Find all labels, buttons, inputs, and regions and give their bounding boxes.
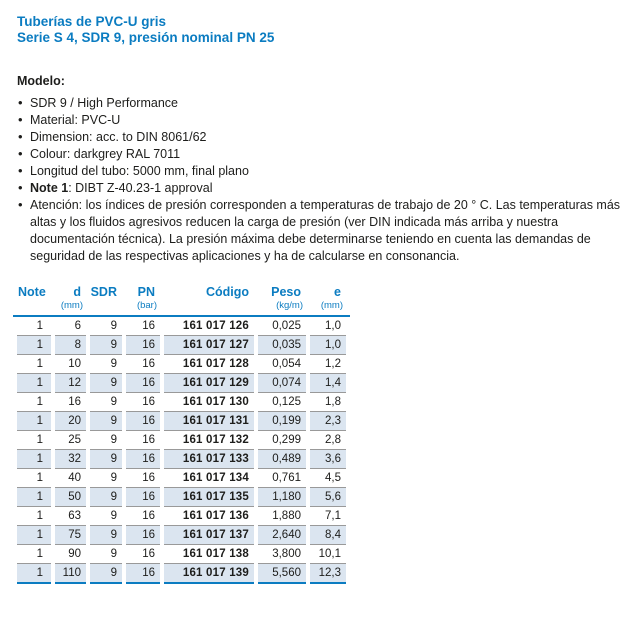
table-cell: 1	[36, 320, 43, 332]
table-cell: 16	[126, 392, 160, 411]
table-cell: 161 017 137	[164, 525, 254, 544]
table-cell: 0,054	[258, 354, 306, 373]
column-unit: (kg/m)	[276, 300, 303, 311]
table-row	[17, 449, 346, 468]
table-cell: 12	[55, 373, 86, 392]
table-cell: 1	[17, 487, 51, 506]
table-cell: 9	[90, 449, 122, 468]
table-cell: 161 017 139	[164, 563, 254, 584]
column-header: Código	[205, 285, 249, 299]
column-unit	[90, 300, 122, 315]
table-row	[17, 392, 346, 411]
column-unit: (mm)	[60, 300, 83, 311]
table-cell: 0,074	[258, 373, 306, 392]
table-cell: 50	[55, 487, 86, 506]
table-cell: 1,2	[310, 354, 346, 373]
table-cell: 16	[126, 468, 160, 487]
table-cell: 161 017 135	[164, 487, 254, 506]
column-unit: (mm)	[320, 300, 343, 311]
table-cell: 1	[17, 544, 51, 563]
table-cell: 1,180	[258, 487, 306, 506]
column-header: Note	[18, 285, 46, 299]
pipe-spec-table	[13, 285, 630, 584]
column-unit	[164, 300, 254, 315]
table-cell: 161 017 138	[164, 544, 254, 563]
table-cell: 9	[90, 468, 122, 487]
table-cell: 16	[126, 525, 160, 544]
table-cell: 25	[55, 430, 86, 449]
table-cell: 161 017 134	[164, 468, 254, 487]
table-cell: 16	[126, 506, 160, 525]
table-cell: 2,640	[258, 525, 306, 544]
table-cell: 90	[55, 544, 86, 563]
table-row	[17, 411, 346, 430]
table-row	[17, 506, 346, 525]
table-cell: 1	[17, 449, 51, 468]
table-cell: 9	[90, 525, 122, 544]
table-row	[17, 317, 346, 335]
pipe-table-header	[13, 285, 350, 317]
table-cell: 6	[74, 320, 81, 332]
column-unit	[17, 300, 51, 315]
table-cell: 1	[17, 430, 51, 449]
column-header: PN	[137, 285, 155, 299]
table-row	[17, 468, 346, 487]
table-row	[17, 544, 346, 563]
table-cell: 16	[126, 411, 160, 430]
table-cell: 9	[90, 506, 122, 525]
table-cell: 16	[126, 354, 160, 373]
table-cell: 1	[17, 392, 51, 411]
table-cell: 1,8	[310, 392, 346, 411]
table-cell: 161 017 131	[164, 411, 254, 430]
table-cell: 1	[17, 373, 51, 392]
table-cell: 1	[17, 506, 51, 525]
column-header: d	[73, 285, 81, 299]
table-cell: 16	[126, 544, 160, 563]
table-cell: 0,299	[258, 430, 306, 449]
table-cell: 1	[17, 563, 51, 584]
table-row	[17, 373, 346, 392]
table-cell: 0,199	[258, 411, 306, 430]
table-cell: 10,1	[310, 544, 346, 563]
table-cell: 1	[17, 354, 51, 373]
table-cell: 161 017 126	[182, 320, 249, 332]
column-header: SDR	[90, 285, 117, 299]
table-cell: 8,4	[310, 525, 346, 544]
table-cell: 161 017 133	[164, 449, 254, 468]
page-title	[17, 14, 630, 46]
table-cell: 9	[90, 335, 122, 354]
table-cell: 10	[55, 354, 86, 373]
table-cell: 1	[17, 411, 51, 430]
table-cell: 16	[55, 392, 86, 411]
table-cell: 16	[126, 563, 160, 584]
table-cell: 9	[90, 487, 122, 506]
table-cell: 5,6	[310, 487, 346, 506]
table-cell: 161 017 129	[164, 373, 254, 392]
table-cell: 20	[55, 411, 86, 430]
table-cell: 9	[90, 563, 122, 584]
column-header: Peso	[271, 285, 301, 299]
page-title-line2: Serie S 4, SDR 9, presión nominal PN 25	[17, 30, 275, 45]
table-cell: 7,1	[310, 506, 346, 525]
table-row	[17, 430, 346, 449]
header-units-row	[17, 300, 346, 315]
bullet-item: • Atención: los índices de presión corresponden a temperaturas de trabajo de 20 ° C. Las temperaturas más altas y los fluidos agresivos reducen la carga de presión (ver DIN indicada más arriba y nuestra documentación técnica). La presión máxima debe determinarse teniendo en cuenta las demandas de seguridad de las respectivas aplicaciones y ha de calcularse en consonancia.	[17, 197, 624, 265]
table-cell: 75	[55, 525, 86, 544]
table-cell: 5,560	[258, 563, 306, 584]
bullet-item: • Longitud del tubo: 5000 mm, final plano	[17, 163, 624, 180]
table-cell: 3,6	[310, 449, 346, 468]
bullet-item: • Dimension: acc. to DIN 8061/62	[17, 129, 624, 146]
table-cell: 9	[90, 354, 122, 373]
table-cell: 2,3	[310, 411, 346, 430]
table-cell: 1	[17, 525, 51, 544]
table-cell: 32	[55, 449, 86, 468]
table-cell: 16	[126, 430, 160, 449]
table-cell: 1,4	[310, 373, 346, 392]
model-section-label: Modelo:	[17, 74, 65, 88]
table-cell: 161 017 128	[164, 354, 254, 373]
table-cell: 9	[90, 392, 122, 411]
bullet-item: • Colour: darkgrey RAL 7011	[17, 146, 624, 163]
table-cell: 1	[17, 468, 51, 487]
table-cell: 16	[126, 335, 160, 354]
table-row	[17, 354, 346, 373]
table-cell: 63	[55, 506, 86, 525]
table-cell: 161 017 127	[164, 335, 254, 354]
table-cell: 9	[90, 544, 122, 563]
table-cell: 0,761	[258, 468, 306, 487]
bullet-item: • SDR 9 / High Performance	[17, 95, 624, 112]
table-cell: 9	[90, 411, 122, 430]
table-cell: 9	[90, 430, 122, 449]
table-cell: 16	[126, 449, 160, 468]
table-row	[17, 525, 346, 544]
table-row	[17, 335, 346, 354]
pipe-table-body	[13, 317, 350, 584]
table-cell: 0,025	[272, 320, 301, 332]
table-cell: 12,3	[310, 563, 346, 584]
table-cell: 9	[90, 373, 122, 392]
table-cell: 161 017 132	[164, 430, 254, 449]
table-cell: 1	[17, 335, 51, 354]
table-cell: 2,8	[310, 430, 346, 449]
table-cell: 16	[126, 487, 160, 506]
table-cell: 9	[110, 320, 117, 332]
table-cell: 0,125	[258, 392, 306, 411]
page-title-line1: Tuberías de PVC-U gris	[17, 14, 167, 29]
table-cell: 1,0	[310, 335, 346, 354]
header-labels-row	[17, 285, 346, 300]
table-cell: 16	[126, 373, 160, 392]
table-row	[17, 487, 346, 506]
table-cell: 110	[55, 563, 86, 584]
table-cell: 1,880	[258, 506, 306, 525]
table-cell: 0,035	[258, 335, 306, 354]
table-cell: 3,800	[258, 544, 306, 563]
table-cell: 4,5	[310, 468, 346, 487]
bullet-item: • Note 1: DIBT Z-40.23-1 approval	[17, 180, 624, 197]
table-row	[17, 563, 346, 584]
bullet-item: • Material: PVC-U	[17, 112, 624, 129]
table-cell: 161 017 130	[164, 392, 254, 411]
column-unit: (bar)	[136, 300, 157, 311]
column-header: e	[334, 285, 341, 299]
model-bullet-list	[17, 95, 624, 265]
table-cell: 0,489	[258, 449, 306, 468]
table-cell: 8	[55, 335, 86, 354]
table-cell: 161 017 136	[164, 506, 254, 525]
table-cell: 16	[142, 320, 155, 332]
table-cell: 40	[55, 468, 86, 487]
table-cell: 1,0	[325, 320, 341, 332]
